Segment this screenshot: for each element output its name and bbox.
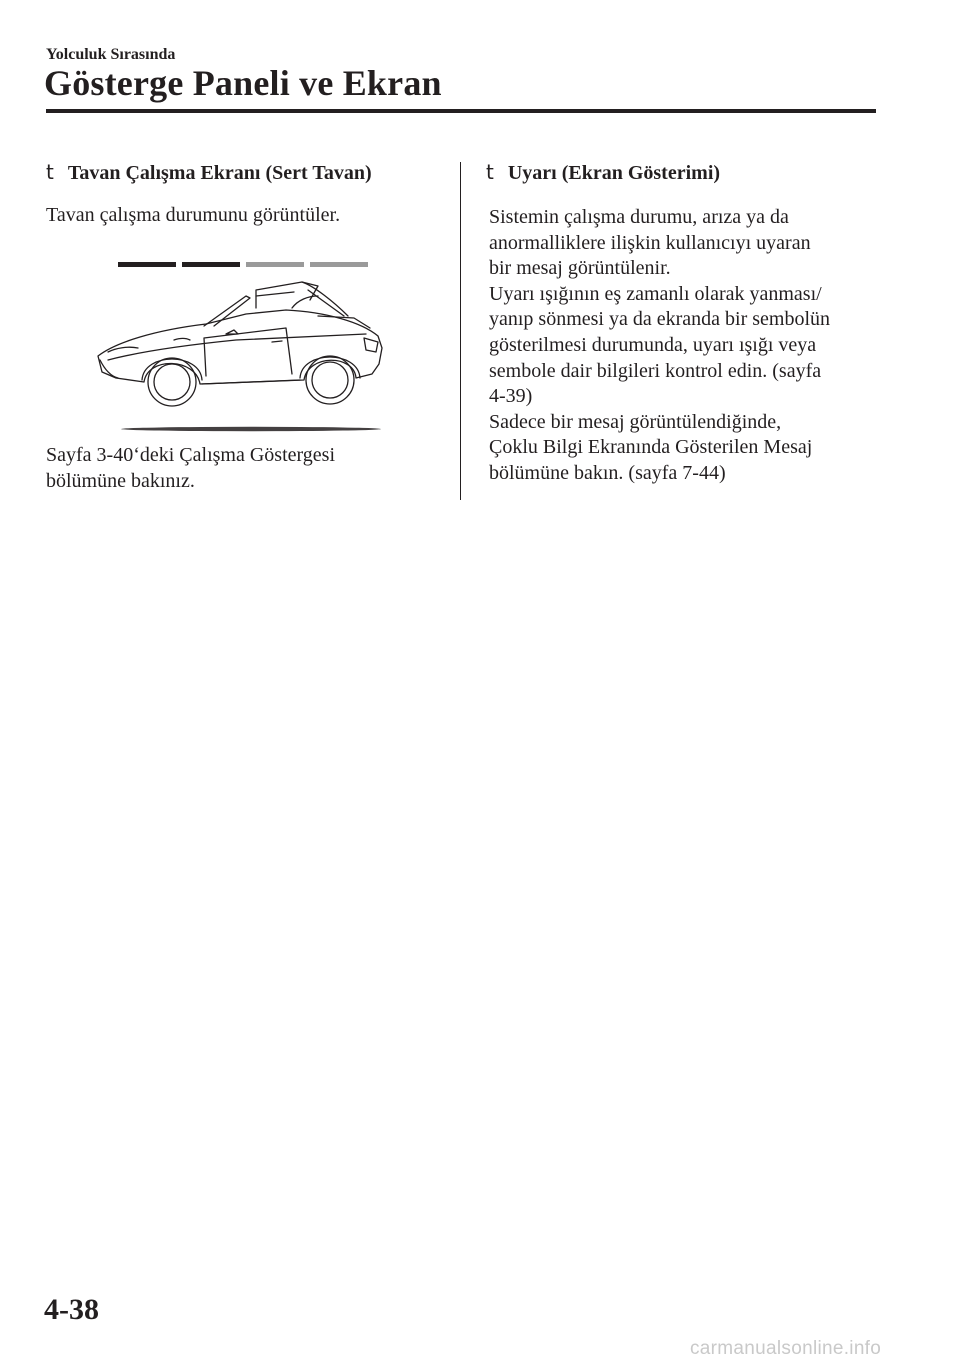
- left-heading: [46, 160, 372, 185]
- roof-indicator-segment: [182, 262, 240, 267]
- paragraph-line: bir mesaj görüntülenir.: [489, 257, 671, 280]
- paragraph-line: bölümüne bakınız.: [46, 469, 195, 492]
- roof-indicator-segment: [246, 262, 304, 267]
- right-heading-text: Uyarı (Ekran Gösterimi): [507, 162, 721, 184]
- paragraph-line: bölümüne bakın. (sayfa 7-44): [489, 462, 726, 484]
- paragraph-line: Uyarı ışığının eş zamanlı olarak yanması/: [489, 282, 822, 305]
- watermark: carmanualsonline.info: [690, 1338, 882, 1359]
- left-intro: Tavan çalışma durumunu görüntüler.: [46, 204, 341, 226]
- roof-indicator-segment: [310, 262, 368, 267]
- paragraph-line: 4-39): [489, 385, 533, 408]
- ground-shadow: [121, 427, 381, 431]
- paragraph-line: yanıp sönmesi ya da ekranda bir sembolün: [489, 308, 831, 331]
- bullet-icon: t: [486, 160, 494, 184]
- paragraph-line: sembole dair bilgileri kontrol edin. (sayfa: [489, 359, 822, 382]
- paragraph-line: gösterilmesi durumunda, uyarı ışığı veya: [489, 334, 817, 356]
- header-rule: [46, 109, 876, 113]
- paragraph-line: Sistemin çalışma durumu, arıza ya da: [489, 206, 789, 228]
- paragraph-line: Çoklu Bilgi Ekranında Gösterilen Mesaj: [489, 436, 813, 459]
- bullet-icon: t: [46, 160, 54, 184]
- paragraph-line: Sadece bir mesaj görüntülendiğinde,: [489, 410, 782, 433]
- page-number: 4-38: [44, 1293, 99, 1326]
- chapter-title: Gösterge Paneli ve Ekran: [44, 63, 442, 103]
- left-heading-text: Tavan Çalışma Ekranı (Sert Tavan): [67, 162, 372, 184]
- paragraph-line: anormalliklere ilişkin kullanıcıyı uyaran: [489, 231, 811, 254]
- section-label: Yolculuk Sırasında: [46, 46, 176, 63]
- roof-indicator-segment: [118, 262, 176, 267]
- paragraph-line: Sayfa 3-40‘deki Çalışma Göstergesi: [46, 444, 336, 466]
- right-heading: [486, 160, 720, 185]
- column-divider: [460, 162, 461, 500]
- car-roof-operation-icon: [86, 256, 386, 436]
